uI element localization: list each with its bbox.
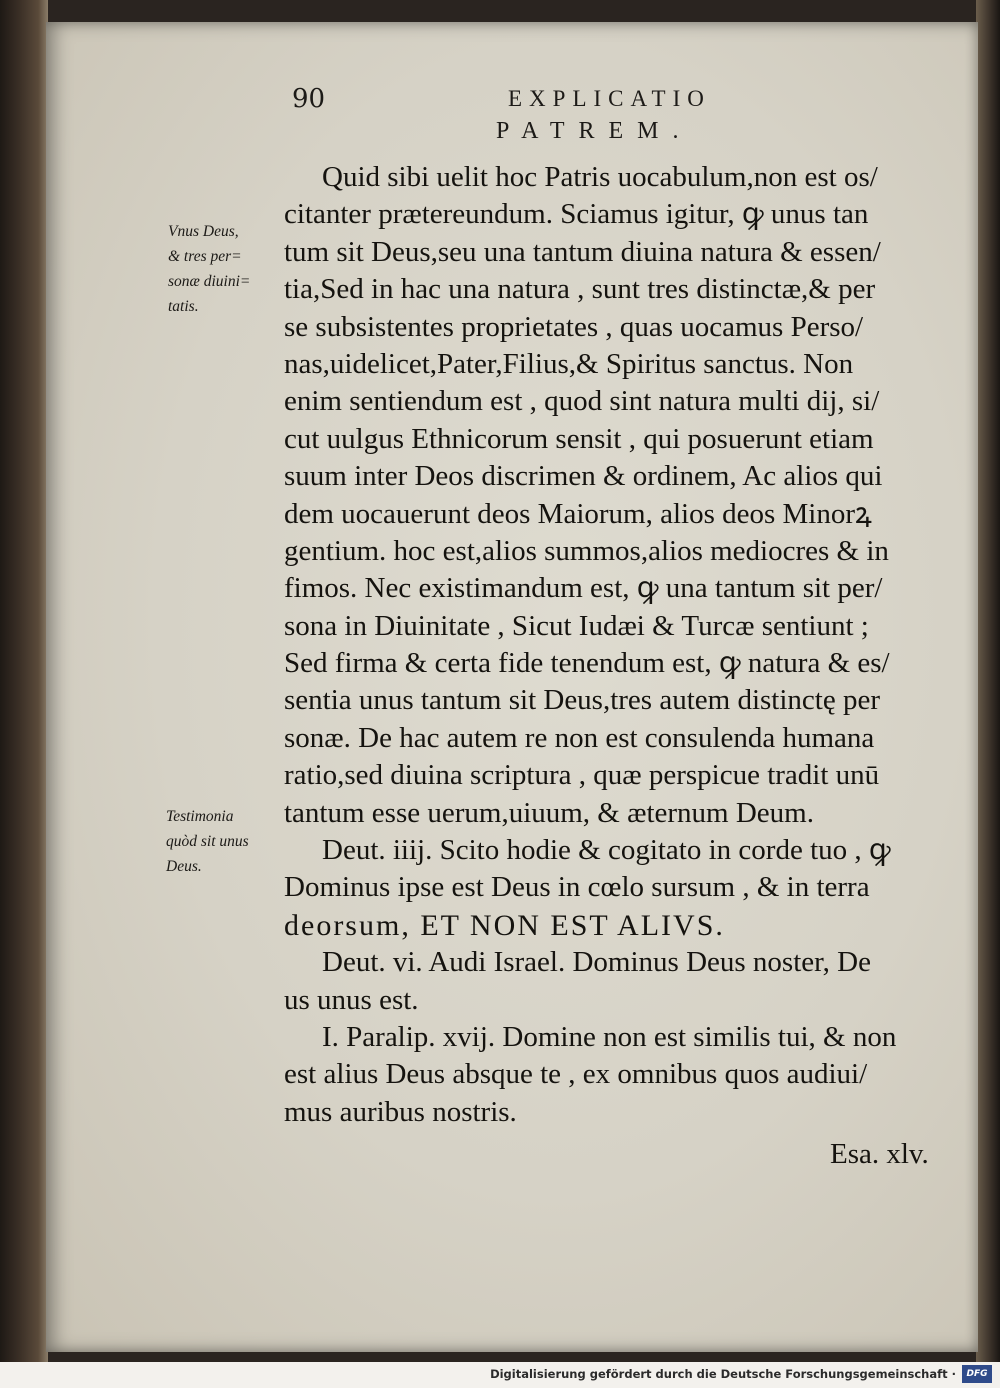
- text-line: sentia unus tantum sit Deus,tres autem distinctę per: [284, 684, 880, 717]
- margin-note-line: Vnus Deus,: [168, 223, 239, 240]
- body-text: [284, 159, 948, 1131]
- section-title: PATREM.: [496, 118, 693, 144]
- text-line: citanter prætereundum. Sciamus igitur, ꝙ unus tan: [284, 198, 869, 231]
- text-line: mus auribus nostris.: [284, 1095, 517, 1128]
- text-line: tum sit Deus,seu una tantum diuina natura & essen/: [284, 235, 881, 268]
- text-line: Deut. vi. Audi Israel. Dominus Deus noster, De: [322, 946, 871, 979]
- margin-note-testimony: [166, 804, 286, 879]
- text-line: enim sentiendum est , quod sint natura multi dij, si/: [284, 385, 880, 418]
- text-line: Dominus ipse est Deus in cœlo sursum , & in terra: [284, 871, 870, 904]
- margin-note-line: quòd sit unus: [166, 833, 249, 850]
- text-line: suum inter Deos discrimen & ordinem, Ac alios qui: [284, 460, 883, 493]
- text-line: ratio,sed diuina scriptura , quæ perspicue tradit unū: [284, 759, 880, 792]
- text-line: I. Paralip. xvij. Domine non est similis tui, & non: [322, 1020, 897, 1053]
- text-line: Deut. iiij. Scito hodie & cogitato in corde tuo , ꝙ: [322, 834, 891, 867]
- funding-credit: Digitalisierung gefördert durch die Deutsche Forschungsgemeinschaft ·: [490, 1367, 956, 1381]
- text-line: tantum esse uerum,uiuum, & æternum Deum.: [284, 796, 814, 829]
- text-line: fimos. Nec existimandum est, ꝙ una tantum sit per/: [284, 572, 883, 605]
- running-head: EXPLICATIO: [508, 86, 711, 111]
- text-line: est alius Deus absque te , ex omnibus quos audiui/: [284, 1058, 868, 1091]
- text-line: nas,uidelicet,Pater,Filius,& Spiritus sanctus. Non: [284, 347, 854, 380]
- margin-note-line: tatis.: [168, 298, 199, 315]
- margin-note-line: & tres per=: [168, 248, 242, 265]
- text-line: gentium. hoc est,alios summos,alios mediocres & in: [284, 534, 889, 567]
- catchword: Esa. xlv.: [830, 1138, 929, 1170]
- text-line: sona in Diuinitate , Sicut Iudæi & Turcæ sentiunt ;: [284, 609, 869, 642]
- dfg-logo-icon: DFG: [962, 1365, 992, 1383]
- margin-note-line: sonæ diuini=: [168, 273, 251, 290]
- text-line: Sed firma & certa fide tenendum est, ꝙ natura & es/: [284, 647, 890, 680]
- book-right-edge: [976, 0, 1000, 1362]
- page-number: 90: [292, 84, 326, 114]
- text-line: cut uulgus Ethnicorum sensit , qui posuerunt etiam: [284, 422, 874, 455]
- text-line: Quid sibi uelit hoc Patris uocabulum,non est os/: [322, 161, 878, 193]
- text-line: tia,Sed in hac una natura , sunt tres distinctæ,& per: [284, 273, 876, 306]
- text-line: dem uocauerunt deos Maiorum, alios deos Minorꝝ: [284, 497, 872, 530]
- margin-note-line: Deus.: [166, 858, 202, 875]
- text-line: deorsum, ET NON EST ALIVS.: [284, 908, 725, 942]
- book-spine-edge: [0, 0, 48, 1362]
- text-line: us unus est.: [284, 983, 419, 1016]
- text-line: sonæ. De hac autem re non est consulenda humana: [284, 721, 875, 754]
- footer-bar: [0, 1362, 1000, 1388]
- margin-note-trinity: [168, 219, 288, 319]
- margin-note-line: Testimonia: [166, 808, 234, 825]
- text-line: se subsistentes proprietates , quas uocamus Perso/: [284, 310, 864, 343]
